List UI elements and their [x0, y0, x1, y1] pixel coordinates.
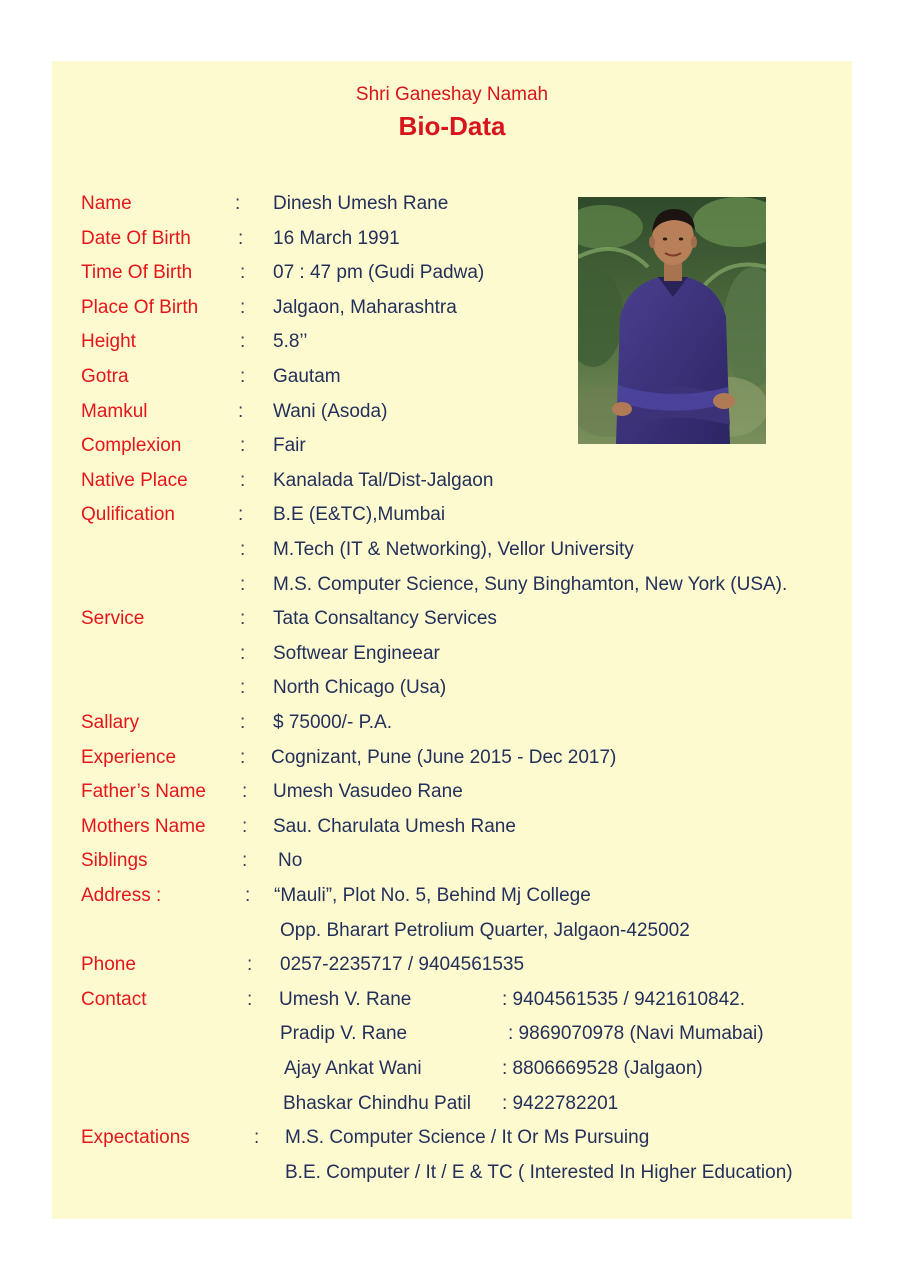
detail-label: Address : [81, 885, 162, 906]
detail-row [52, 189, 852, 219]
detail-row [52, 985, 852, 1015]
detail-separator: : [238, 504, 244, 526]
detail-separator: : [238, 227, 244, 249]
blessing-text: Shri Ganeshay Namah [355, 84, 549, 105]
detail-label: Place Of Birth [81, 296, 199, 318]
detail-row [52, 743, 852, 773]
detail-separator: : [247, 988, 253, 1010]
detail-separator: : [242, 781, 248, 803]
detail-value: Fair [273, 435, 306, 457]
detail-value: Wani (Asoda) [273, 400, 388, 422]
contact-phone: : 9404561535 / 9421610842. [502, 988, 746, 1010]
detail-label: Service [81, 608, 145, 630]
detail-separator: : [240, 469, 246, 491]
detail-value: Bhaskar Chindhu Patil [283, 1092, 471, 1114]
detail-row [52, 1054, 852, 1084]
detail-label: Qulification [81, 504, 175, 526]
detail-value: “Mauli”, Plot No. 5, Behind Mj College [274, 885, 591, 906]
detail-value: Softwear Engineear [273, 642, 440, 664]
detail-row [52, 1089, 852, 1119]
detail-value: Gautam [273, 366, 341, 387]
detail-separator: : [240, 331, 246, 353]
detail-value: Kanalada Tal/Dist-Jalgaon [273, 469, 494, 491]
detail-row [52, 639, 852, 669]
contact-phone: : 9422782201 [502, 1092, 619, 1114]
detail-row [52, 535, 852, 565]
detail-separator: : [245, 885, 251, 906]
detail-separator: : [240, 539, 246, 560]
detail-row [52, 362, 852, 392]
detail-value: B.E. Computer / It / E & TC ( Interested In Higher Education) [285, 1161, 793, 1183]
detail-label: Time Of Birth [81, 262, 193, 284]
detail-row [52, 1158, 852, 1188]
detail-value: Tata Consaltancy Services [273, 608, 497, 630]
detail-separator: : [242, 850, 248, 872]
detail-label: Date Of Birth [81, 227, 191, 249]
detail-separator: : [240, 435, 246, 457]
detail-label: Mamkul [81, 400, 148, 422]
detail-row [52, 224, 852, 254]
detail-value: Umesh Vasudeo Rane [273, 781, 463, 803]
detail-label: Height [81, 331, 136, 353]
detail-row [52, 258, 852, 288]
detail-value: M.S. Computer Science / It Or Ms Pursuing [285, 1127, 650, 1149]
detail-value: North Chicago (Usa) [273, 677, 447, 699]
detail-separator: : [240, 573, 246, 595]
detail-separator: : [240, 296, 246, 318]
detail-label: Expectations [81, 1127, 190, 1149]
detail-separator: : [238, 400, 244, 422]
detail-row [52, 846, 852, 876]
detail-value: Jalgaon, Maharashtra [273, 296, 457, 318]
detail-separator: : [242, 815, 248, 837]
detail-separator: : [240, 712, 246, 733]
detail-value: Pradip V. Rane [280, 1023, 408, 1045]
detail-row [52, 1019, 852, 1049]
contact-phone: : 9869070978 (Navi Mumabai) [508, 1023, 764, 1045]
detail-separator: : [240, 366, 246, 387]
detail-row [52, 812, 852, 842]
detail-value: Ajay Ankat Wani [284, 1058, 422, 1079]
detail-value: M.S. Computer Science, Suny Binghamton, New York (USA). [273, 573, 788, 595]
detail-row [52, 570, 852, 600]
detail-row [52, 327, 852, 357]
detail-label: Phone [81, 954, 136, 976]
detail-label: Native Place [81, 469, 188, 491]
detail-label: Gotra [81, 366, 129, 387]
detail-row [52, 950, 852, 980]
detail-row [52, 397, 852, 427]
biodata-sheet [52, 61, 852, 1219]
detail-value: 07 : 47 pm (Gudi Padwa) [273, 262, 485, 284]
detail-value: Opp. Bharart Petrolium Quarter, Jalgaon-425002 [280, 919, 690, 941]
detail-label: Name [81, 193, 132, 214]
detail-value: 0257-2235717 / 9404561535 [280, 954, 525, 976]
detail-value: Sau. Charulata Umesh Rane [273, 815, 516, 837]
detail-row [52, 604, 852, 634]
detail-row [52, 881, 852, 911]
detail-separator: : [240, 262, 246, 284]
detail-label: Mothers Name [81, 815, 206, 837]
detail-separator: : [235, 193, 241, 214]
document-title: Bio-Data [398, 111, 506, 141]
detail-value: Cognizant, Pune (June 2015 - Dec 2017) [271, 746, 617, 768]
detail-row [52, 708, 852, 738]
detail-label: Complexion [81, 435, 182, 457]
contact-phone: : 8806669528 (Jalgaon) [502, 1058, 703, 1079]
detail-row [52, 500, 852, 530]
detail-value: B.E (E&TC),Mumbai [273, 504, 446, 526]
detail-label: Experience [81, 746, 177, 768]
detail-value: $ 75000/- P.A. [273, 712, 393, 733]
detail-separator: : [240, 642, 246, 664]
detail-value: 5.8’’ [273, 331, 308, 353]
detail-separator: : [254, 1127, 260, 1149]
detail-value: 16 March 1991 [273, 227, 400, 249]
detail-label: Contact [81, 988, 147, 1010]
detail-row [52, 673, 852, 703]
detail-row [52, 431, 852, 461]
detail-separator: : [247, 954, 253, 976]
detail-row [52, 916, 852, 946]
detail-separator: : [240, 746, 246, 768]
detail-separator: : [240, 677, 246, 699]
detail-row [52, 466, 852, 496]
detail-label: Siblings [81, 850, 148, 872]
detail-value: M.Tech (IT & Networking), Vellor University [273, 539, 634, 560]
detail-value: Dinesh Umesh Rane [273, 193, 449, 214]
detail-row [52, 293, 852, 323]
detail-label: Sallary [81, 712, 140, 733]
detail-row [52, 1123, 852, 1153]
detail-row [52, 777, 852, 807]
detail-label: Father’s Name [81, 781, 206, 803]
detail-value: No [278, 850, 303, 872]
detail-separator: : [240, 608, 246, 630]
detail-value: Umesh V. Rane [279, 988, 412, 1010]
